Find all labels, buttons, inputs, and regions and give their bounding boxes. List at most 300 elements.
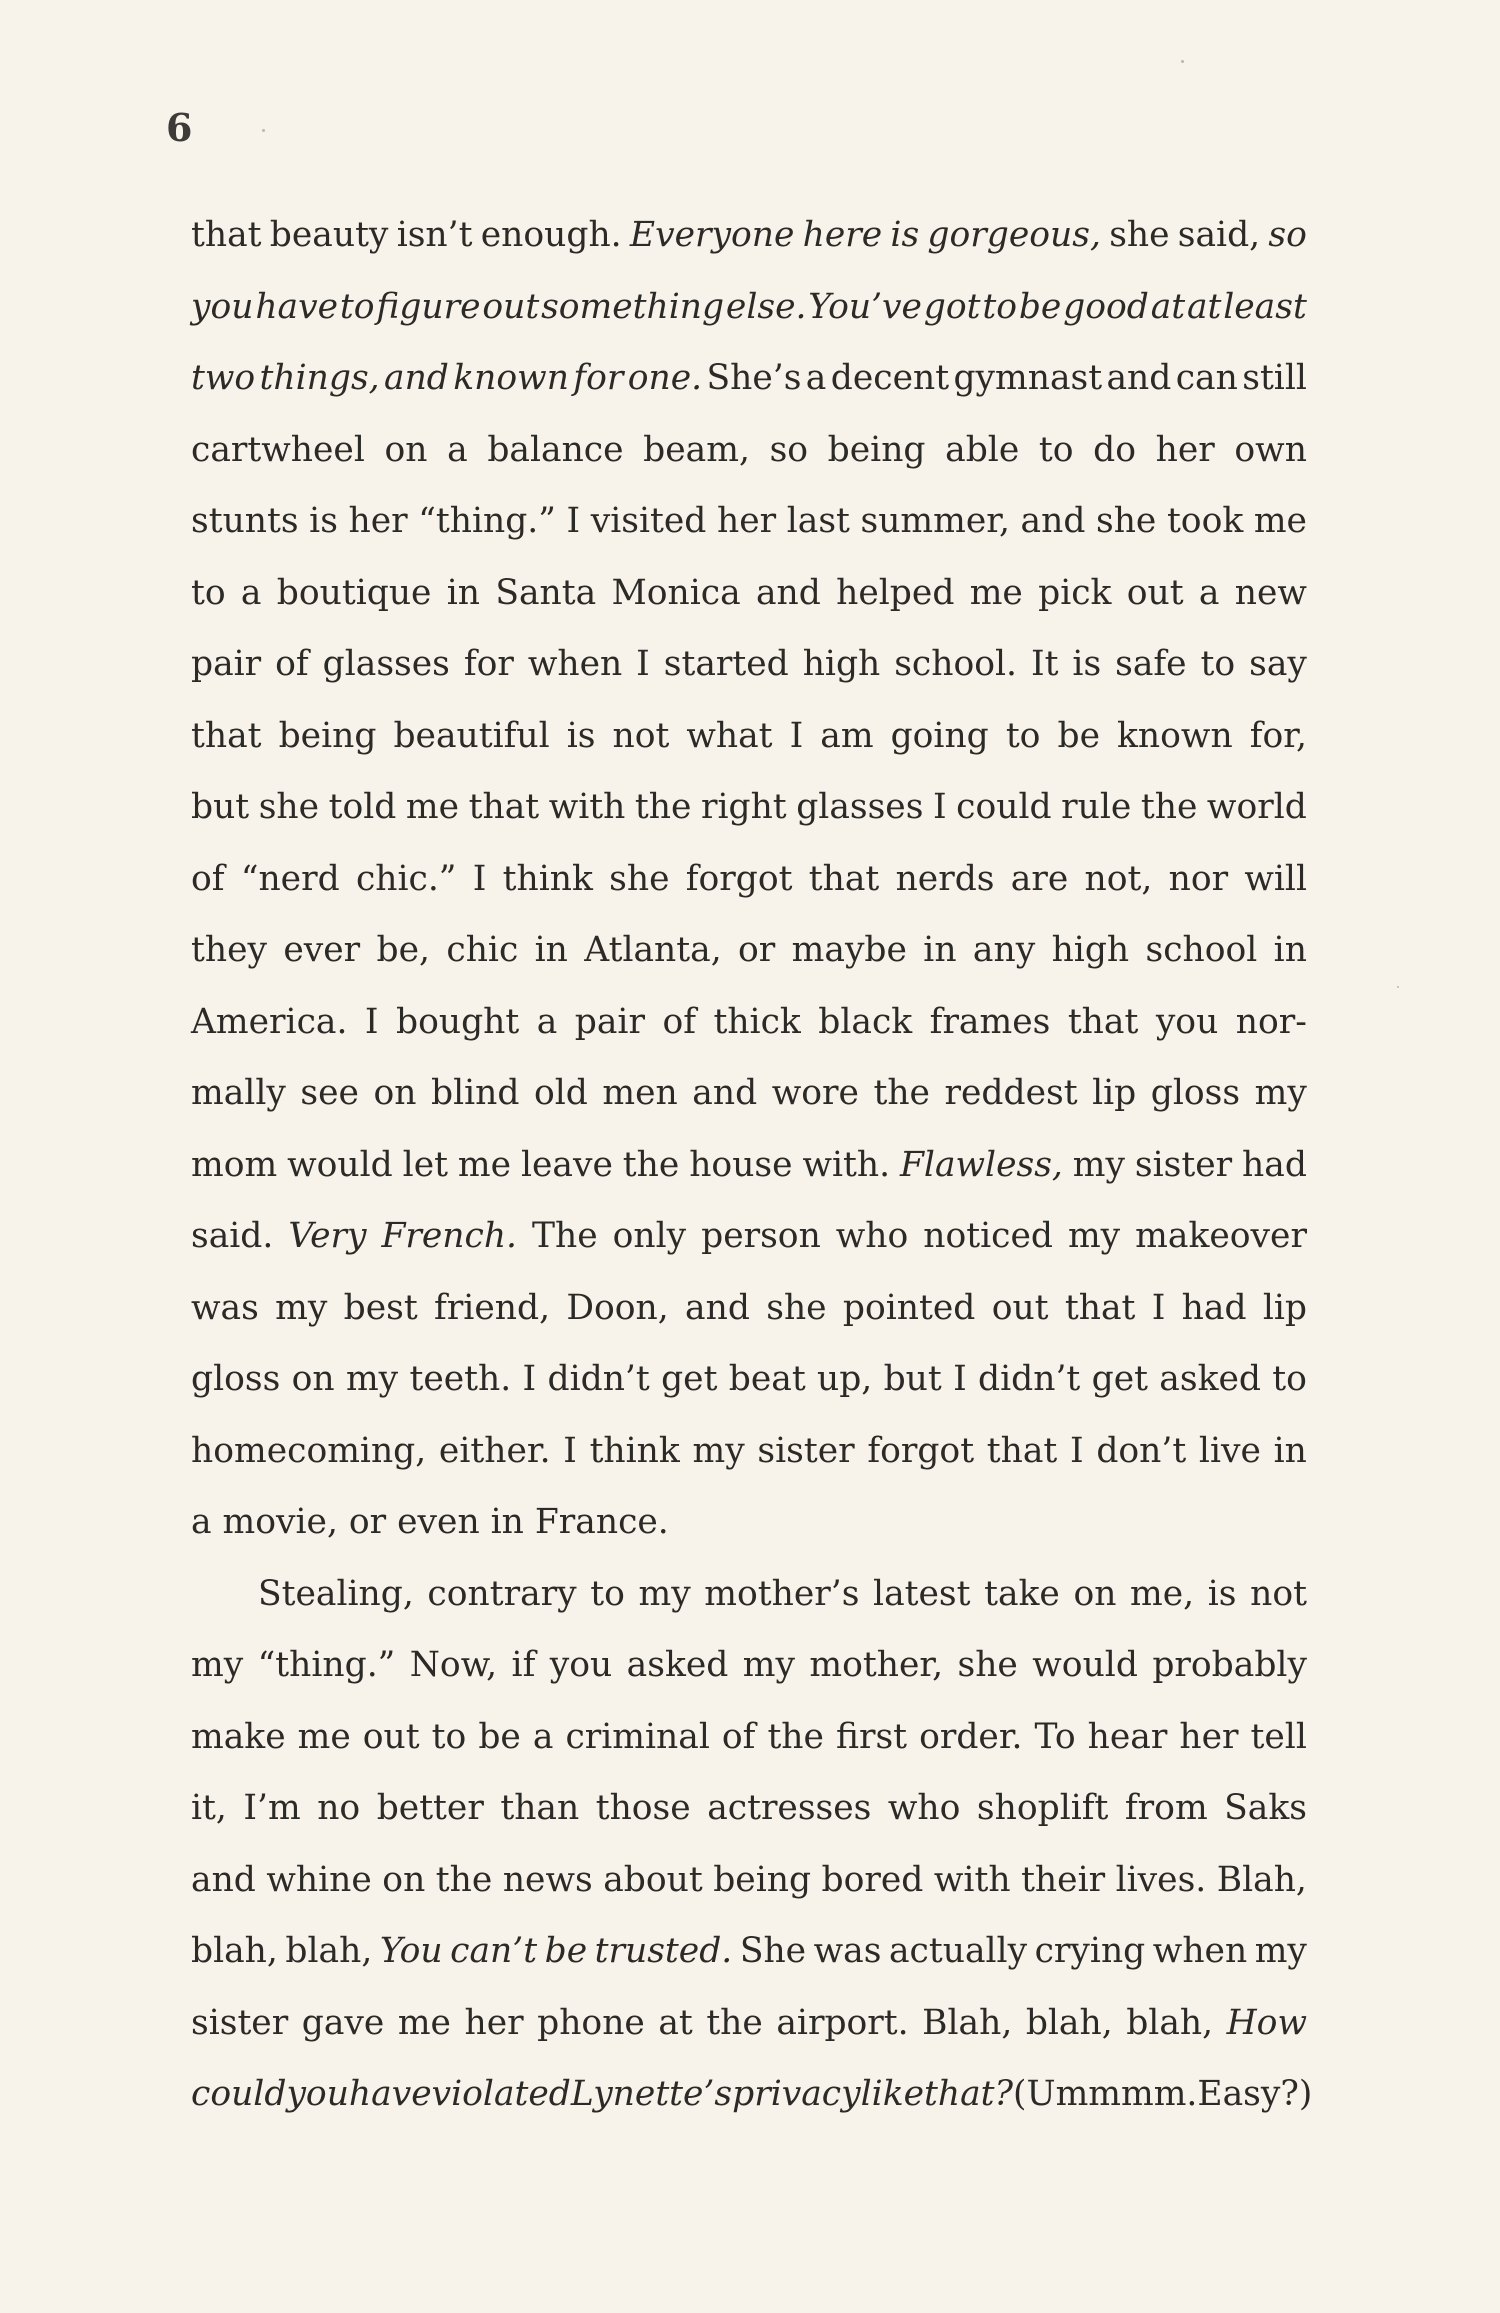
word: I’m [243,1788,301,1828]
word: nor- [1235,1001,1307,1042]
word: my [345,1359,399,1399]
word: beauty [269,215,389,255]
word: the [873,1073,930,1113]
word: any [972,930,1036,970]
word: get [661,1359,718,1399]
word: my [191,1645,244,1685]
word: to [1038,429,1074,470]
word: known [1117,715,1233,756]
word: I [566,501,581,541]
paper-speck [262,129,265,132]
word: is [1207,1573,1237,1614]
word: known [453,358,569,398]
word: on [291,1359,335,1399]
word: I [364,1001,379,1042]
word: teeth. [409,1359,512,1399]
word: Santa [495,572,597,613]
word: is [566,715,596,756]
word: safe [1115,644,1187,684]
text-line [191,915,1307,987]
word: with [933,1859,1011,1900]
text-line [191,629,1307,701]
word: my [692,1430,745,1471]
word: How [1226,2002,1307,2043]
word: and [692,1073,758,1113]
word: am [820,715,874,756]
word: her [716,501,777,541]
word: that? [924,2074,1014,2114]
word: pair [574,1001,645,1042]
word: and [384,358,449,398]
word: took [1166,501,1244,541]
word: she [609,858,670,899]
word: in [1273,1430,1307,1471]
word: for [573,358,624,398]
word: nerds [895,858,995,899]
word: see [300,1073,359,1113]
word: mally [191,1073,286,1113]
word: say [1249,644,1307,684]
word: makeover [1135,1216,1307,1256]
word: Blah, [1216,1859,1307,1900]
word: didn’t [978,1359,1081,1399]
word: here [802,215,883,255]
word: not [612,715,670,756]
word: but [883,1359,942,1399]
word: take [984,1573,1060,1614]
word: bored [821,1859,924,1900]
text-line [191,558,1307,630]
word: school [1145,930,1258,970]
word: if [511,1645,536,1685]
word: beautiful [393,715,550,756]
word: no [317,1788,361,1828]
word: a [447,429,468,470]
word: chic [446,930,519,970]
word: that [191,215,262,255]
word: frames [929,1001,1051,1042]
word: mother, [809,1645,944,1685]
word: is [309,501,338,541]
word: a [532,1716,554,1757]
word: can’t [450,1931,538,1971]
word: be [1057,715,1100,756]
word: and [685,1287,750,1328]
word: when [527,644,623,684]
word: reddest [944,1073,1078,1113]
word: so [1268,215,1307,255]
text-line [191,486,1307,558]
word: forgot [867,1430,975,1471]
word: bought [396,1001,520,1042]
word: they [191,930,267,970]
word: news [502,1859,593,1900]
text-line [191,1845,1307,1917]
word: she [258,787,320,827]
word: high [802,644,881,684]
word: visited [590,501,707,541]
word: the [706,2002,763,2043]
word: to [1005,715,1041,756]
word: her [348,501,408,541]
word: out [482,286,540,327]
word: better [376,1788,484,1828]
word: You [379,1931,443,1971]
word: have [348,2074,432,2114]
word: gave [301,2002,385,2043]
word: was [813,1931,882,1971]
word: men [602,1073,678,1113]
paper-speck [1181,60,1184,63]
word: don’t [1096,1430,1187,1471]
word: either. [438,1430,551,1471]
word: cartwheel [191,429,365,470]
word: able [945,429,1020,470]
word: own [1234,429,1307,470]
word: being [827,429,926,470]
word: had [1242,1144,1307,1185]
word: didn’t [547,1359,650,1399]
word: To [1034,1716,1076,1757]
word: in [534,930,568,970]
word: at [1150,286,1186,327]
word: on [384,429,428,470]
word: be [1018,286,1062,327]
text-line [191,1702,1307,1774]
word: Lynette’s [570,2074,733,2114]
word: pointed [842,1287,976,1328]
word: is [1072,644,1102,684]
word: person [701,1216,821,1256]
word: blah, [285,1931,373,1971]
word: being [713,1859,812,1900]
word: (Ummmm. [1013,2074,1198,2114]
word: my [638,1573,691,1614]
word: of [275,644,309,684]
word: with. [802,1144,891,1185]
word: to [339,286,375,327]
word: Monica [611,572,741,613]
text-line [191,1559,1307,1631]
word: crying [1034,1931,1146,1971]
word: be, [376,930,431,970]
word: on [373,1073,417,1113]
word: homecoming, [191,1430,427,1471]
word: will [1244,858,1307,899]
word: I [932,787,947,827]
word: got [923,286,981,327]
text-line [191,1344,1307,1416]
word: You’ve [808,286,922,327]
text-line [191,772,1307,844]
word: airport. [776,2002,909,2043]
word: Now, [409,1645,498,1685]
word: than [500,1788,580,1828]
word: tell [1250,1716,1307,1757]
word: mother’s [704,1573,860,1614]
word: figure [376,286,481,327]
word: nor [1168,858,1229,899]
word: when [1152,1931,1248,1971]
word: I [789,715,804,756]
word: those [595,1788,691,1828]
word: live [1198,1430,1261,1471]
word: thick [713,1001,801,1042]
word: to [982,286,1017,327]
word: wore [771,1073,859,1113]
word: helped [836,572,955,613]
word: and [1020,501,1086,541]
word: forgot [685,858,793,899]
word: me [969,572,1023,613]
word: Stealing, [258,1573,414,1614]
word: last [786,501,850,541]
word: She [739,1931,807,1971]
text-line [191,1201,1307,1273]
word: for, [1249,715,1307,756]
word: her [1179,1716,1239,1757]
word: Atlanta, [584,930,722,970]
word: the [767,1716,824,1757]
word: gloss [1150,1073,1241,1113]
word: that [468,787,540,827]
text-line [191,1916,1307,1988]
word: asked [1159,1359,1261,1399]
word: my [275,1287,328,1328]
word: gloss [191,1359,281,1399]
word: phone [537,2002,645,2043]
word: is [890,215,920,255]
word: of [721,1716,756,1757]
word: hear [1087,1716,1168,1757]
word: right [700,787,787,827]
word: that [191,715,262,756]
word: could [191,2074,287,2114]
word: French. [381,1216,518,1256]
word: at [658,2002,693,2043]
word: whine [266,1859,372,1900]
word: but [191,787,250,827]
body-text [191,200,1313,2131]
paragraph [191,1559,1313,2131]
word: my [1067,1216,1121,1256]
word: up, [817,1359,873,1399]
word: that [808,858,880,899]
word: only [612,1216,687,1256]
word: a [240,572,262,613]
word: boutique [276,572,432,613]
word: do [1093,429,1136,470]
word: latest [873,1573,971,1614]
text-line [191,1487,1307,1559]
word: for [463,644,514,684]
word: ever [283,930,361,970]
word: Everyone [629,215,795,255]
word: you [549,1645,613,1685]
word: to [590,1573,625,1614]
word: and [1106,358,1172,398]
word: glasses [322,644,450,684]
word: to [1272,1359,1307,1399]
word: their [1021,1859,1106,1900]
word: something [541,286,725,327]
word: Doon, [566,1287,669,1328]
word: or [738,930,776,970]
word: out [362,1716,420,1757]
word: in [1273,930,1307,970]
word: I [636,644,650,684]
word: least [1223,286,1307,327]
word: order. [919,1716,1023,1757]
word: isn’t [396,215,473,255]
word: out [1126,572,1184,613]
word: Blah, [922,2002,1013,2043]
word: I [472,858,487,899]
text-line [191,415,1307,487]
word: the [435,1859,493,1900]
word: probably [1152,1645,1307,1685]
word: like [860,2074,925,2114]
word: you [1155,1001,1219,1042]
word: told [328,787,397,827]
word: out [991,1287,1049,1328]
word: Easy?) [1197,2074,1313,2114]
word: me [405,787,460,827]
word: could [956,787,1052,827]
word: you [286,2074,349,2114]
word: a [1198,572,1220,613]
word: on [382,1859,426,1900]
word: it, [191,1788,227,1828]
text-line [191,2059,1313,2131]
word: asked [626,1645,729,1685]
word: a [536,1001,558,1042]
word: of [662,1001,696,1042]
word: things, [259,358,380,398]
word: so [769,429,809,470]
word: actually [888,1931,1028,1971]
word: of [191,858,225,899]
word: America. [191,1001,348,1042]
word: she [1109,215,1170,255]
word: my [742,1645,795,1685]
word: about [603,1859,703,1900]
word: blah, [1126,2002,1214,2043]
text-line [191,1630,1307,1702]
word: not, [1084,858,1153,899]
text-line [191,272,1307,344]
word: sister [191,2002,289,2043]
word: lip [1092,1073,1137,1113]
word: said, [1177,215,1261,255]
text-line [191,1988,1307,2060]
word: first [835,1716,908,1757]
word: the [1140,787,1198,827]
word: who [887,1788,961,1828]
word: lives. [1115,1859,1207,1900]
word: blah, [191,1931,278,1971]
word: criminal [565,1716,710,1757]
word: me [457,1144,512,1185]
word: blind [430,1073,520,1113]
word: two [191,358,256,398]
word: summer, [860,501,1010,541]
word: said. [191,1216,274,1256]
word: best [343,1287,418,1328]
word: that [986,1430,1058,1471]
word: and [755,572,821,613]
word: my [1072,1144,1126,1185]
word: what [686,715,773,756]
word: trusted. [594,1931,733,1971]
text-line [191,1058,1307,1130]
word: stunts [191,501,299,541]
word: pick [1038,572,1112,613]
word: are [1010,858,1069,899]
word: house [689,1144,793,1185]
word: with [548,787,626,827]
word: on [1073,1573,1117,1614]
word: chic.” [355,858,457,899]
word: She’s [706,358,802,398]
word: pair [191,644,262,684]
word: and [191,1859,256,1900]
word: “nerd [240,858,340,899]
text-segment: a movie, or even in France. [191,1502,669,1542]
word: think [502,858,593,899]
word: It [1030,644,1059,684]
word: being [278,715,377,756]
text-line [191,200,1307,272]
word: would [287,1144,393,1185]
word: she [766,1287,827,1328]
word: that [1067,1001,1139,1042]
text-line [191,1416,1307,1488]
word: shoplift [976,1788,1109,1828]
text-line [191,701,1307,773]
word: not [1250,1573,1307,1614]
word: decent [830,358,950,398]
word: me, [1130,1573,1195,1614]
word: to [1200,644,1236,684]
word: still [1242,358,1307,398]
word: let [402,1144,448,1185]
word: think [589,1430,680,1471]
text-line [191,1130,1307,1202]
word: to [431,1716,467,1757]
word: I [563,1430,577,1471]
word: going [890,715,989,756]
word: privacy [732,2074,861,2114]
word: contrary [427,1573,577,1614]
word: make [191,1716,286,1757]
word: “thing.” [418,501,556,541]
word: beam, [643,429,750,470]
word: “thing.” [257,1645,396,1685]
word: else. [725,286,807,327]
word: beat [728,1359,806,1399]
word: Flawless, [899,1144,1063,1185]
word: one. [627,358,703,398]
word: my [1254,1931,1307,1971]
word: be [544,1931,588,1971]
word: good [1063,286,1149,327]
word: blah, [1025,2002,1113,2043]
word: glasses [796,787,924,827]
paragraph [191,200,1307,1559]
text-line [191,987,1307,1059]
word: in [446,572,481,613]
